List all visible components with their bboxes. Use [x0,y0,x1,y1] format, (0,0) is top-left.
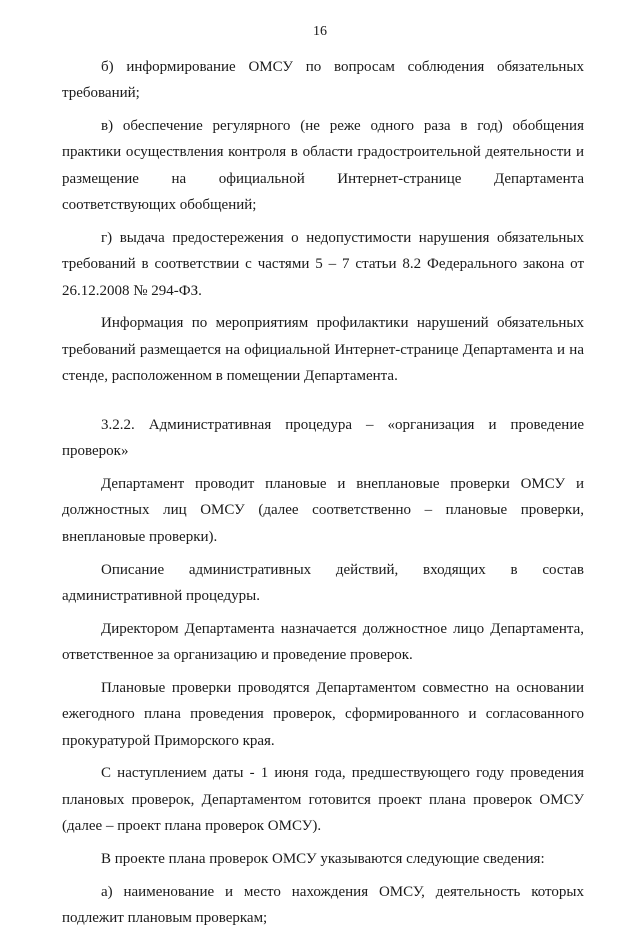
paragraph-description: Описание административных действий, входящих в состав административной процедуры. [62,561,584,604]
paragraph-plan-draft: С наступлением даты - 1 июня года, предшествующего году проведения плановых проверок, Департаментом готовится проект плана проверок ОМСУ (далее – проект плана проверок ОМСУ). [62,765,584,835]
paragraph-prevention-info: Информация по мероприятиям профилактики нарушений обязательных требований размещается на официальной Интернет-странице Департамента и на стенде, расположенном в помещении Департамента. [62,315,584,385]
paragraph-item-b: б) информирование ОМСУ по вопросам соблюдения обязательных требований; [62,59,584,102]
paragraph-plan-contents: В проекте плана проверок ОМСУ указываются следующие сведения: [101,850,545,867]
paragraph-item-a: а) наименование и место нахождения ОМСУ, деятельность которых подлежит плановым проверкам; [62,883,584,927]
paragraph-item-g: г) выдача предостережения о недопустимости нарушения обязательных требований в соответствии с частями 5 – 7 статьи 8.2 Федерального закона от 26.12.2008 № 294-ФЗ. [62,229,584,299]
page-number: 16 [313,24,327,39]
section-gap [62,396,584,412]
paragraph-item-v: в) обеспечение регулярного (не реже одного раза в год) обобщения практики осуществления контроля в области градостроительной деятельности и размещение на официальной Интернет-странице Департамента соответствующих обобщений; [62,118,584,214]
paragraph-director: Директором Департамента назначается должностное лицо Департамента, ответственное за организацию и проведение проверок. [62,620,584,664]
paragraph-planned-inspections: Плановые проверки проводятся Департаментом совместно на основании ежегодного плана проведения проверок, сформированного и согласованного прокуратурой Приморского края. [62,679,584,749]
section-heading-3-2-2: 3.2.2. Административная процедура – «организация и проведение проверок» [62,416,584,460]
document-body [62,54,584,938]
paragraph-inspections: Департамент проводит плановые и внеплановые проверки ОМСУ и должностных лиц ОМСУ (далее соответственно – плановые проверки, внеплановые проверки). [62,476,584,545]
